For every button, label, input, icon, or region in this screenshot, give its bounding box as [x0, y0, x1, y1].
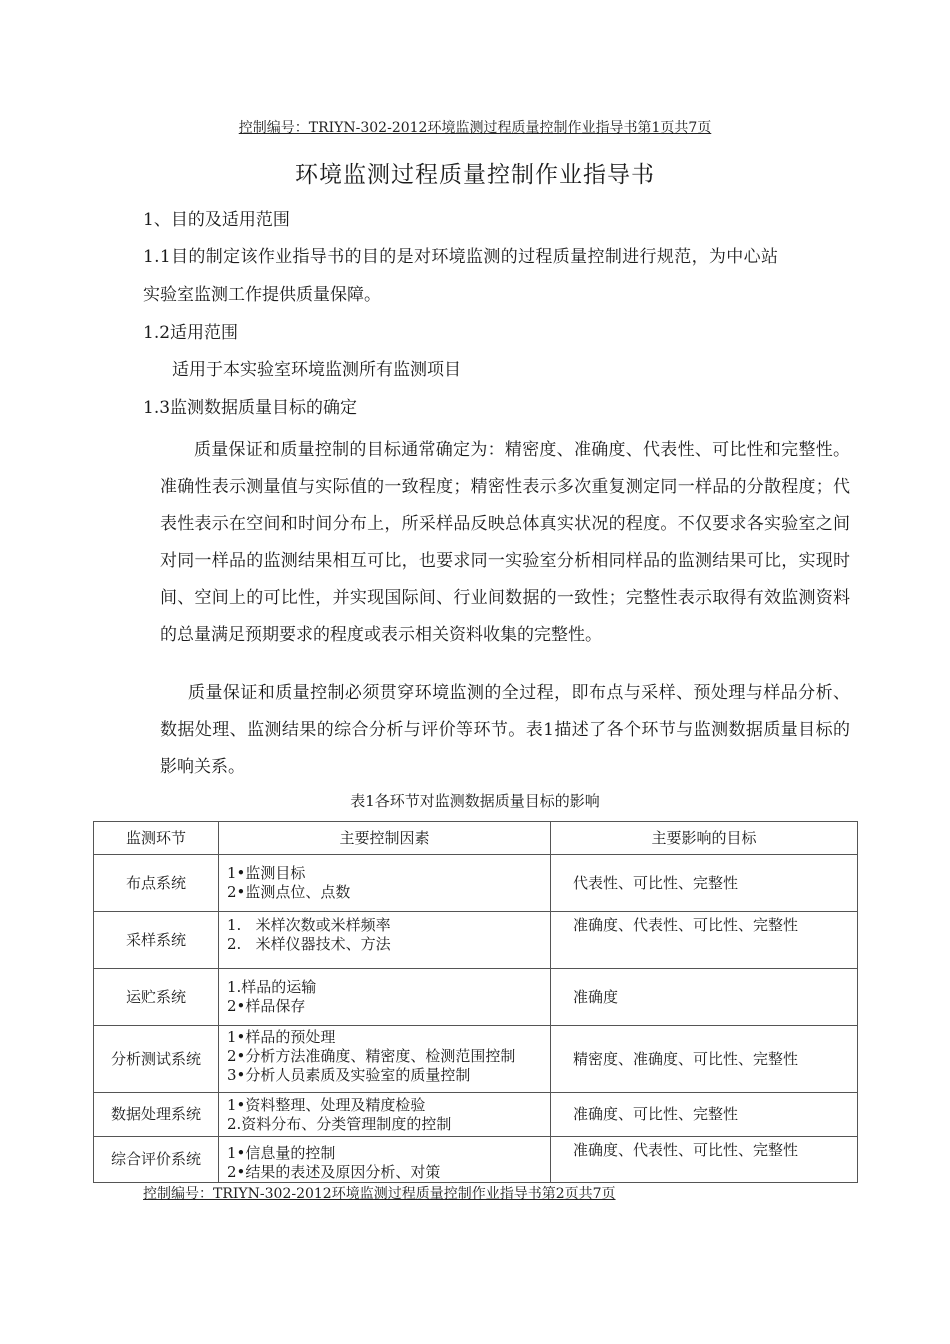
factor-line: 2•结果的表述及原因分析、对策	[227, 1163, 441, 1181]
factor-line: 1. 米样次数或米样频率	[227, 916, 391, 934]
table-header-row	[94, 822, 858, 855]
factor-line: 1•信息量的控制	[227, 1144, 336, 1162]
section-1-2-heading: 1.2适用范围	[143, 323, 239, 343]
table-row	[94, 855, 858, 912]
target-cell: 准确度	[551, 969, 858, 1026]
stage-cell: 综合评价系统	[94, 1137, 219, 1183]
paragraph-quality-process: 质量保证和质量控制必须贯穿环境监测的全过程，即布点与采样、预处理与样品分析、数据处理、监测结果的综合分析与评价等环节。表1描述了各个环节与监测数据质量目标的影响关系。	[160, 683, 850, 777]
target-cell: 精密度、准确度、可比性、完整性	[551, 1026, 858, 1093]
factor-line: 1•监测目标	[227, 864, 306, 882]
section-1-2-text: 适用于本实验室环境监测所有监测项目	[172, 360, 461, 380]
stage-cell: 分析测试系统	[94, 1026, 219, 1093]
factors-cell	[219, 1026, 551, 1093]
factor-line: 2•样品保存	[227, 997, 306, 1015]
factors-cell	[219, 912, 551, 969]
table-caption: 表1各环节对监测数据质量目标的影响	[350, 792, 600, 810]
factors-cell	[219, 855, 551, 912]
header-factors: 主要控制因素	[219, 822, 551, 855]
table-row	[94, 912, 858, 969]
stage-cell: 运贮系统	[94, 969, 219, 1026]
factor-line: 2•分析方法准确度、精密度、检测范围控制	[227, 1047, 516, 1065]
document-title: 环境监测过程质量控制作业指导书	[295, 162, 655, 188]
header-stage: 监测环节	[94, 822, 219, 855]
target-cell: 准确度、可比性、完整性	[551, 1093, 858, 1137]
factor-line: 1.样品的运输	[227, 978, 317, 996]
table-row	[94, 1137, 858, 1183]
stage-cell: 布点系统	[94, 855, 219, 912]
factor-line: 2. 米样仪器技术、方法	[227, 935, 391, 953]
factor-line: 2.资料分布、分类管理制度的控制	[227, 1114, 452, 1133]
table-row	[94, 969, 858, 1026]
section-1-3-heading: 1.3监测数据质量目标的确定	[143, 398, 358, 418]
target-cell: 代表性、可比性、完整性	[551, 855, 858, 912]
factors-cell	[219, 969, 551, 1026]
header-targets: 主要影响的目标	[551, 822, 858, 855]
factors-cell	[219, 1137, 551, 1183]
paragraph-quality-objectives: 质量保证和质量控制的目标通常确定为：精密度、准确度、代表性、可比性和完整性。准确性表示测量值与实际值的一致程度；精密性表示多次重复测定同一样品的分散程度；代表性表示在空间和时间分布上，所采样品反映总体真实状况的程度。不仅要求各实验室之间对同一样品的监测结果相互可比，也要求同一实验室分析相同样品的监测结果可比，实现时间、空间上的可比性，并实现国际间、行业间数据的一致性；完整性表示取得有效监测资料的总量满足预期要求的程度或表示相关资料收集的完整性。	[160, 440, 850, 645]
factor-line: 1•资料整理、处理及精度检验	[227, 1095, 426, 1114]
page-footer-control-number: 控制编号：TRIYN-302-2012环境监测过程质量控制作业指导书第2页共7页	[143, 1186, 616, 1202]
factor-line: 3•分析人员素质及实验室的质量控制	[227, 1066, 471, 1084]
page-header-control-number: 控制编号：TRIYN-302-2012环境监测过程质量控制作业指导书第1页共7页	[238, 120, 712, 136]
stage-cell: 数据处理系统	[94, 1093, 219, 1137]
table-row	[94, 1026, 858, 1093]
stage-cell: 采样系统	[94, 912, 219, 969]
section-1-1-line1: 1.1目的制定该作业指导书的目的是对环境监测的过程质量控制进行规范，为中心站	[143, 247, 779, 267]
factor-line: 1•样品的预处理	[227, 1028, 336, 1046]
factor-line: 2•监测点位、点数	[227, 883, 351, 901]
section-1-1-line2: 实验室监测工作提供质量保障。	[143, 285, 381, 305]
quality-impact-table	[93, 821, 858, 1183]
target-cell: 准确度、代表性、可比性、完整性	[551, 1137, 858, 1183]
target-cell: 准确度、代表性、可比性、完整性	[551, 912, 858, 969]
table-row	[94, 1093, 858, 1137]
section-1-heading: 1、目的及适用范围	[143, 210, 290, 230]
factors-cell	[219, 1093, 551, 1137]
